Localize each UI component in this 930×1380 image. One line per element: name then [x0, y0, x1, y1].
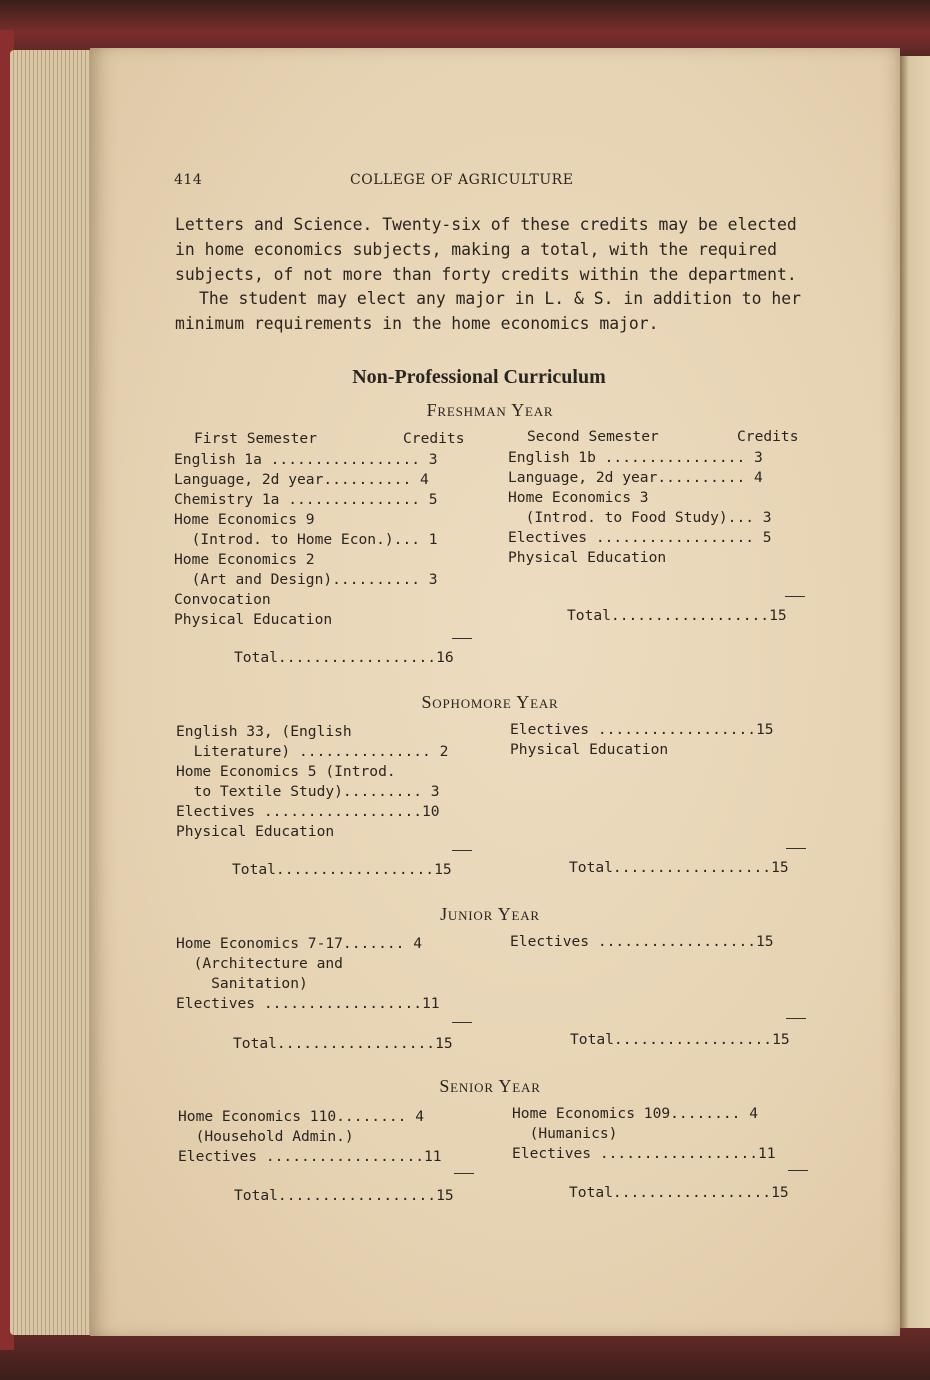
facing-page-edge — [900, 56, 930, 1328]
list-item: Physical Education — [174, 611, 333, 628]
list-item: Home Economics 110........ 4 — [178, 1108, 425, 1125]
senior-left-total: Total..................15 — [234, 1187, 454, 1204]
list-item: Electives ..................10 — [176, 803, 440, 820]
list-item: (Humanics) — [512, 1125, 618, 1142]
senior-year-heading — [175, 1076, 805, 1097]
freshman-year-heading-text: Freshman Year — [426, 400, 554, 420]
list-item: Chemistry 1a ............... 5 — [174, 491, 438, 508]
senior-year-heading-text: Senior Year — [439, 1076, 541, 1096]
list-item: Language, 2d year.......... 4 — [508, 469, 763, 486]
list-item: Home Economics 109........ 4 — [512, 1105, 759, 1122]
list-item: (Architecture and — [176, 955, 343, 972]
book-cover-top — [0, 0, 930, 55]
sophomore-year-heading — [175, 692, 805, 713]
list-item: English 1b ................ 3 — [508, 449, 763, 466]
curriculum-title: Non-Professional Curriculum — [352, 366, 606, 388]
total-rule — [454, 1173, 474, 1174]
list-item: Electives ..................15 — [510, 933, 774, 950]
list-item: Home Economics 5 (Introd. — [176, 763, 396, 780]
list-item: to Textile Study)......... 3 — [176, 783, 440, 800]
senior-right-total: Total..................15 — [569, 1184, 789, 1201]
total-rule — [786, 848, 806, 849]
list-item: (Household Admin.) — [178, 1128, 354, 1145]
paragraph-1: Letters and Science. Twenty-six of these credits may be elected in home economics subjects, making a total, with the required subjects, of not more than forty credits within the department. — [175, 215, 797, 284]
total-rule — [452, 850, 472, 851]
junior-year-heading — [175, 904, 805, 925]
page-stack-edges — [10, 50, 100, 1335]
sophomore-left-total: Total..................15 — [232, 861, 452, 878]
list-item: Home Economics 7-17....... 4 — [176, 935, 423, 952]
total-rule — [785, 596, 805, 597]
second-semester-credits-header: Credits — [737, 428, 799, 445]
list-item: (Introd. to Home Econ.)... 1 — [174, 531, 438, 548]
list-item: Electives ..................15 — [510, 721, 774, 738]
sophomore-year-heading-text: Sophomore Year — [421, 692, 559, 712]
junior-year-heading-text: Junior Year — [440, 904, 540, 924]
list-item: Electives ..................11 — [512, 1145, 776, 1162]
list-item: English 1a ................. 3 — [174, 451, 438, 468]
list-item: Sanitation) — [176, 975, 308, 992]
total-rule — [786, 1018, 806, 1019]
freshman-first-total: Total..................16 — [234, 649, 454, 666]
total-rule — [452, 638, 472, 639]
freshman-second-total: Total..................15 — [567, 607, 787, 624]
total-rule — [452, 1022, 472, 1023]
list-item: Literature) ............... 2 — [176, 743, 449, 760]
junior-right-total: Total..................15 — [570, 1031, 790, 1048]
running-title: COLLEGE OF AGRICULTURE — [350, 172, 574, 188]
list-item: Physical Education — [508, 549, 667, 566]
list-item: Physical Education — [176, 823, 335, 840]
second-semester-header: Second Semester — [527, 428, 659, 445]
sophomore-right-total: Total..................15 — [569, 859, 789, 876]
list-item: Language, 2d year.......... 4 — [174, 471, 429, 488]
page-number: 414 — [174, 172, 203, 188]
total-rule — [788, 1170, 808, 1171]
list-item: Electives .................. 5 — [508, 529, 772, 546]
list-item: Home Economics 9 — [174, 511, 315, 528]
first-semester-credits-header: Credits — [403, 430, 465, 447]
list-item: Electives ..................11 — [176, 995, 440, 1012]
list-item: Home Economics 3 — [508, 489, 649, 506]
list-item: Electives ..................11 — [178, 1148, 442, 1165]
first-semester-header: First Semester — [194, 430, 318, 447]
running-header — [174, 172, 810, 192]
list-item: Convocation — [174, 591, 271, 608]
freshman-year-heading — [175, 400, 805, 421]
list-item: (Art and Design).......... 3 — [174, 571, 438, 588]
list-item: Home Economics 2 — [174, 551, 315, 568]
list-item: Physical Education — [510, 741, 669, 758]
paragraph-2: The student may elect any major in L. & S. in addition to her minimum requirements in the home economics major. — [175, 289, 801, 333]
list-item: English 33, (English — [176, 723, 352, 740]
list-item: (Introd. to Food Study)... 3 — [508, 509, 772, 526]
junior-left-total: Total..................15 — [233, 1035, 453, 1052]
